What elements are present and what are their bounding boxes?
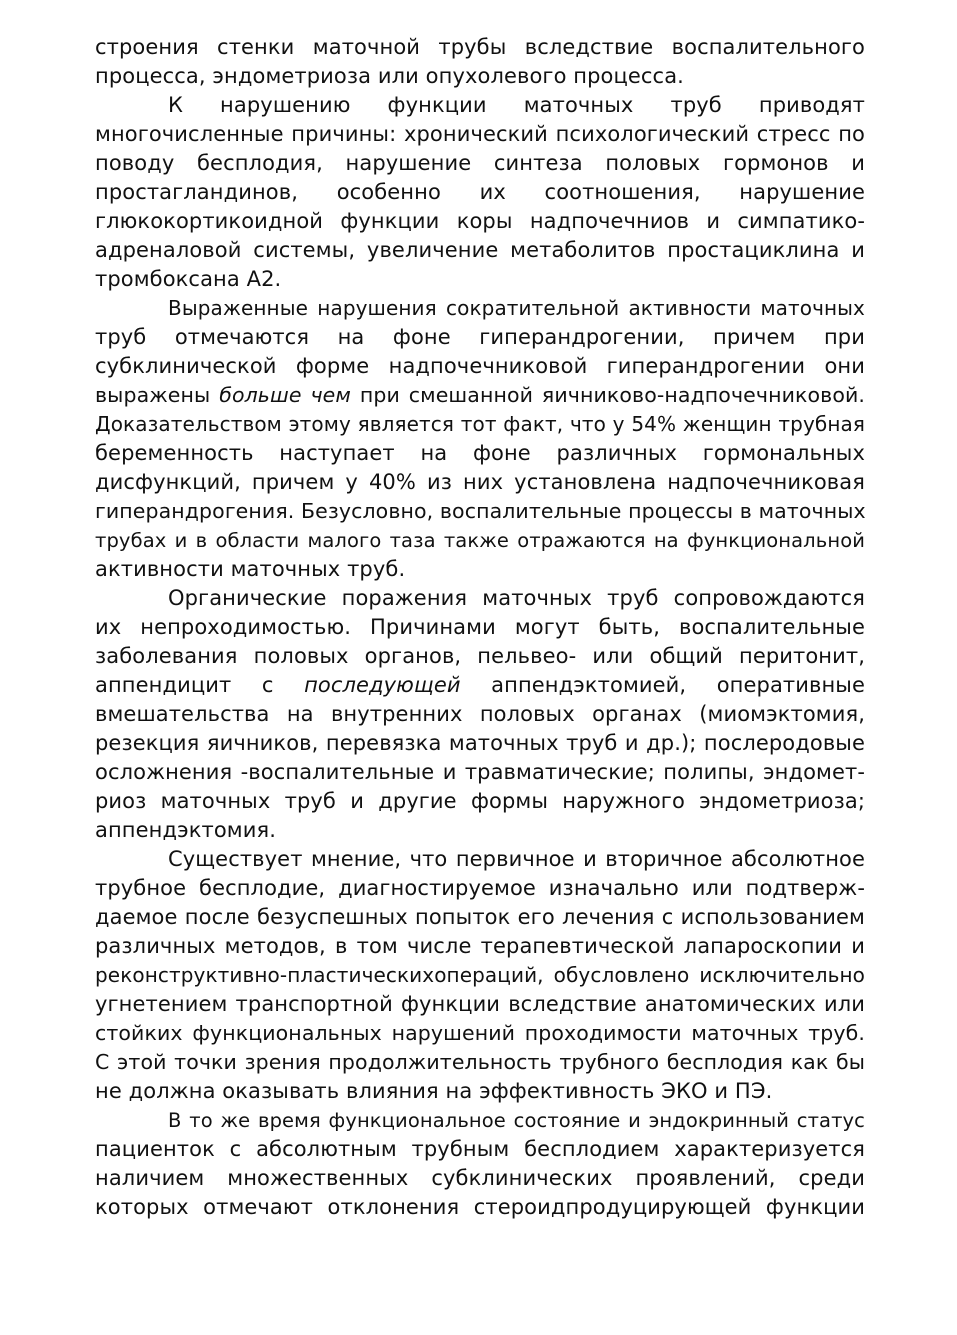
text-line: резекция яичников, перевязка маточных труб и др.); послеродовые bbox=[95, 731, 865, 755]
text-line: поводу бесплодия, нарушение синтеза половых гормонов и bbox=[95, 151, 865, 175]
text-line: Выраженные нарушения сократительной активности маточных bbox=[168, 296, 865, 320]
text-line: Доказательством этому является тот факт, что у 54% женщин трубная bbox=[95, 412, 865, 436]
text-line: С этой точки зрения продолжительность трубного бесплодия как бы bbox=[95, 1050, 865, 1074]
text-line: которых отмечают отклонения стероидпродуцирующей функции bbox=[95, 1195, 865, 1219]
text-line: их непроходимостью. Причинами могут быть, воспалительные bbox=[95, 615, 865, 639]
text-line: трубное бесплодие, диагностируемое изначально или подтверж- bbox=[95, 876, 865, 900]
text-line: не должна оказывать влияния на эффективность ЭКО и ПЭ. bbox=[95, 1079, 773, 1103]
paragraph bbox=[95, 584, 865, 845]
text-line: беременность наступает на фоне различных гормональных bbox=[95, 441, 865, 465]
paragraph bbox=[95, 845, 865, 1106]
italic-emphasis: последующей bbox=[304, 673, 461, 697]
text-line: осложнения -воспалительные и травматические; полипы, эндомет- bbox=[95, 760, 865, 784]
text-line: гиперандрогения. Безусловно, воспалительные процессы в маточных bbox=[95, 499, 866, 523]
text-line: многочисленные причины: хронический психологический стресс по bbox=[95, 122, 865, 146]
text-line: различных методов, в том числе терапевтической лапароскопии и bbox=[95, 934, 865, 958]
text-line: адреналовой системы, увеличение метаболитов простациклина и bbox=[95, 238, 865, 262]
text-line: глюкокортикоидной функции коры надпочечниов и симпатико- bbox=[95, 209, 865, 233]
text-line: Существует мнение, что первичное и вторичное абсолютное bbox=[168, 847, 865, 871]
text-line: аппендэктомия. bbox=[95, 818, 276, 842]
text-line: В то же время функциональное состояние и эндокринный статус bbox=[168, 1109, 865, 1132]
text-line: процесса, эндометриоза или опухолевого процесса. bbox=[95, 64, 684, 88]
text-line: выражены больше чем при смешанной яичниково-надпочечниковой. bbox=[95, 383, 865, 407]
text-line: даемое после безуспешных попыток его лечения с использованием bbox=[95, 905, 865, 929]
italic-emphasis: больше чем bbox=[219, 383, 351, 407]
text-line: тромбоксана А2. bbox=[95, 267, 282, 291]
text-line: риоз маточных труб и другие формы наружного эндометриоза; bbox=[95, 789, 865, 813]
text-line: заболевания половых органов, пельвео- или общий перитонит, bbox=[95, 644, 865, 668]
text-line: вмешательства на внутренних половых органах (миомэктомия, bbox=[95, 702, 865, 726]
text-line: аппендицит с последующей аппендэктомией, оперативные bbox=[95, 673, 865, 697]
text-line: трубах и в области малого таза также отражаются на функциональной bbox=[95, 529, 865, 552]
text-line: К нарушению функции маточных труб приводят bbox=[168, 93, 865, 117]
document-page bbox=[95, 33, 865, 1222]
text-line: пациенток с абсолютным трубным бесплодием характеризуется bbox=[95, 1137, 865, 1161]
paragraph bbox=[95, 294, 865, 584]
text-line: активности маточных труб. bbox=[95, 557, 406, 581]
text-line: реконструктивно-пластическихопераций, обусловлено исключительно bbox=[95, 963, 865, 987]
paragraph bbox=[95, 91, 865, 294]
paragraph bbox=[95, 1106, 865, 1222]
text-line: труб отмечаются на фоне гиперандрогении, причем при bbox=[95, 325, 865, 349]
paragraph bbox=[95, 33, 865, 91]
text-line: субклинической форме надпочечниковой гиперандрогении они bbox=[95, 354, 865, 378]
text-line: наличием множественных субклинических проявлений, среди bbox=[95, 1166, 865, 1190]
text-line: угнетением транспортной функции вследствие анатомических или bbox=[95, 992, 865, 1016]
text-line: дисфункций, причем у 40% из них установлена надпочечниковая bbox=[95, 470, 865, 494]
text-line: Органические поражения маточных труб сопровождаются bbox=[168, 586, 865, 610]
text-line: простагландинов, особенно их соотношения, нарушение bbox=[95, 180, 865, 204]
text-line: строения стенки маточной трубы вследствие воспалительного bbox=[95, 35, 865, 59]
text-line: стойких функциональных нарушений проходимости маточных труб. bbox=[95, 1021, 865, 1045]
